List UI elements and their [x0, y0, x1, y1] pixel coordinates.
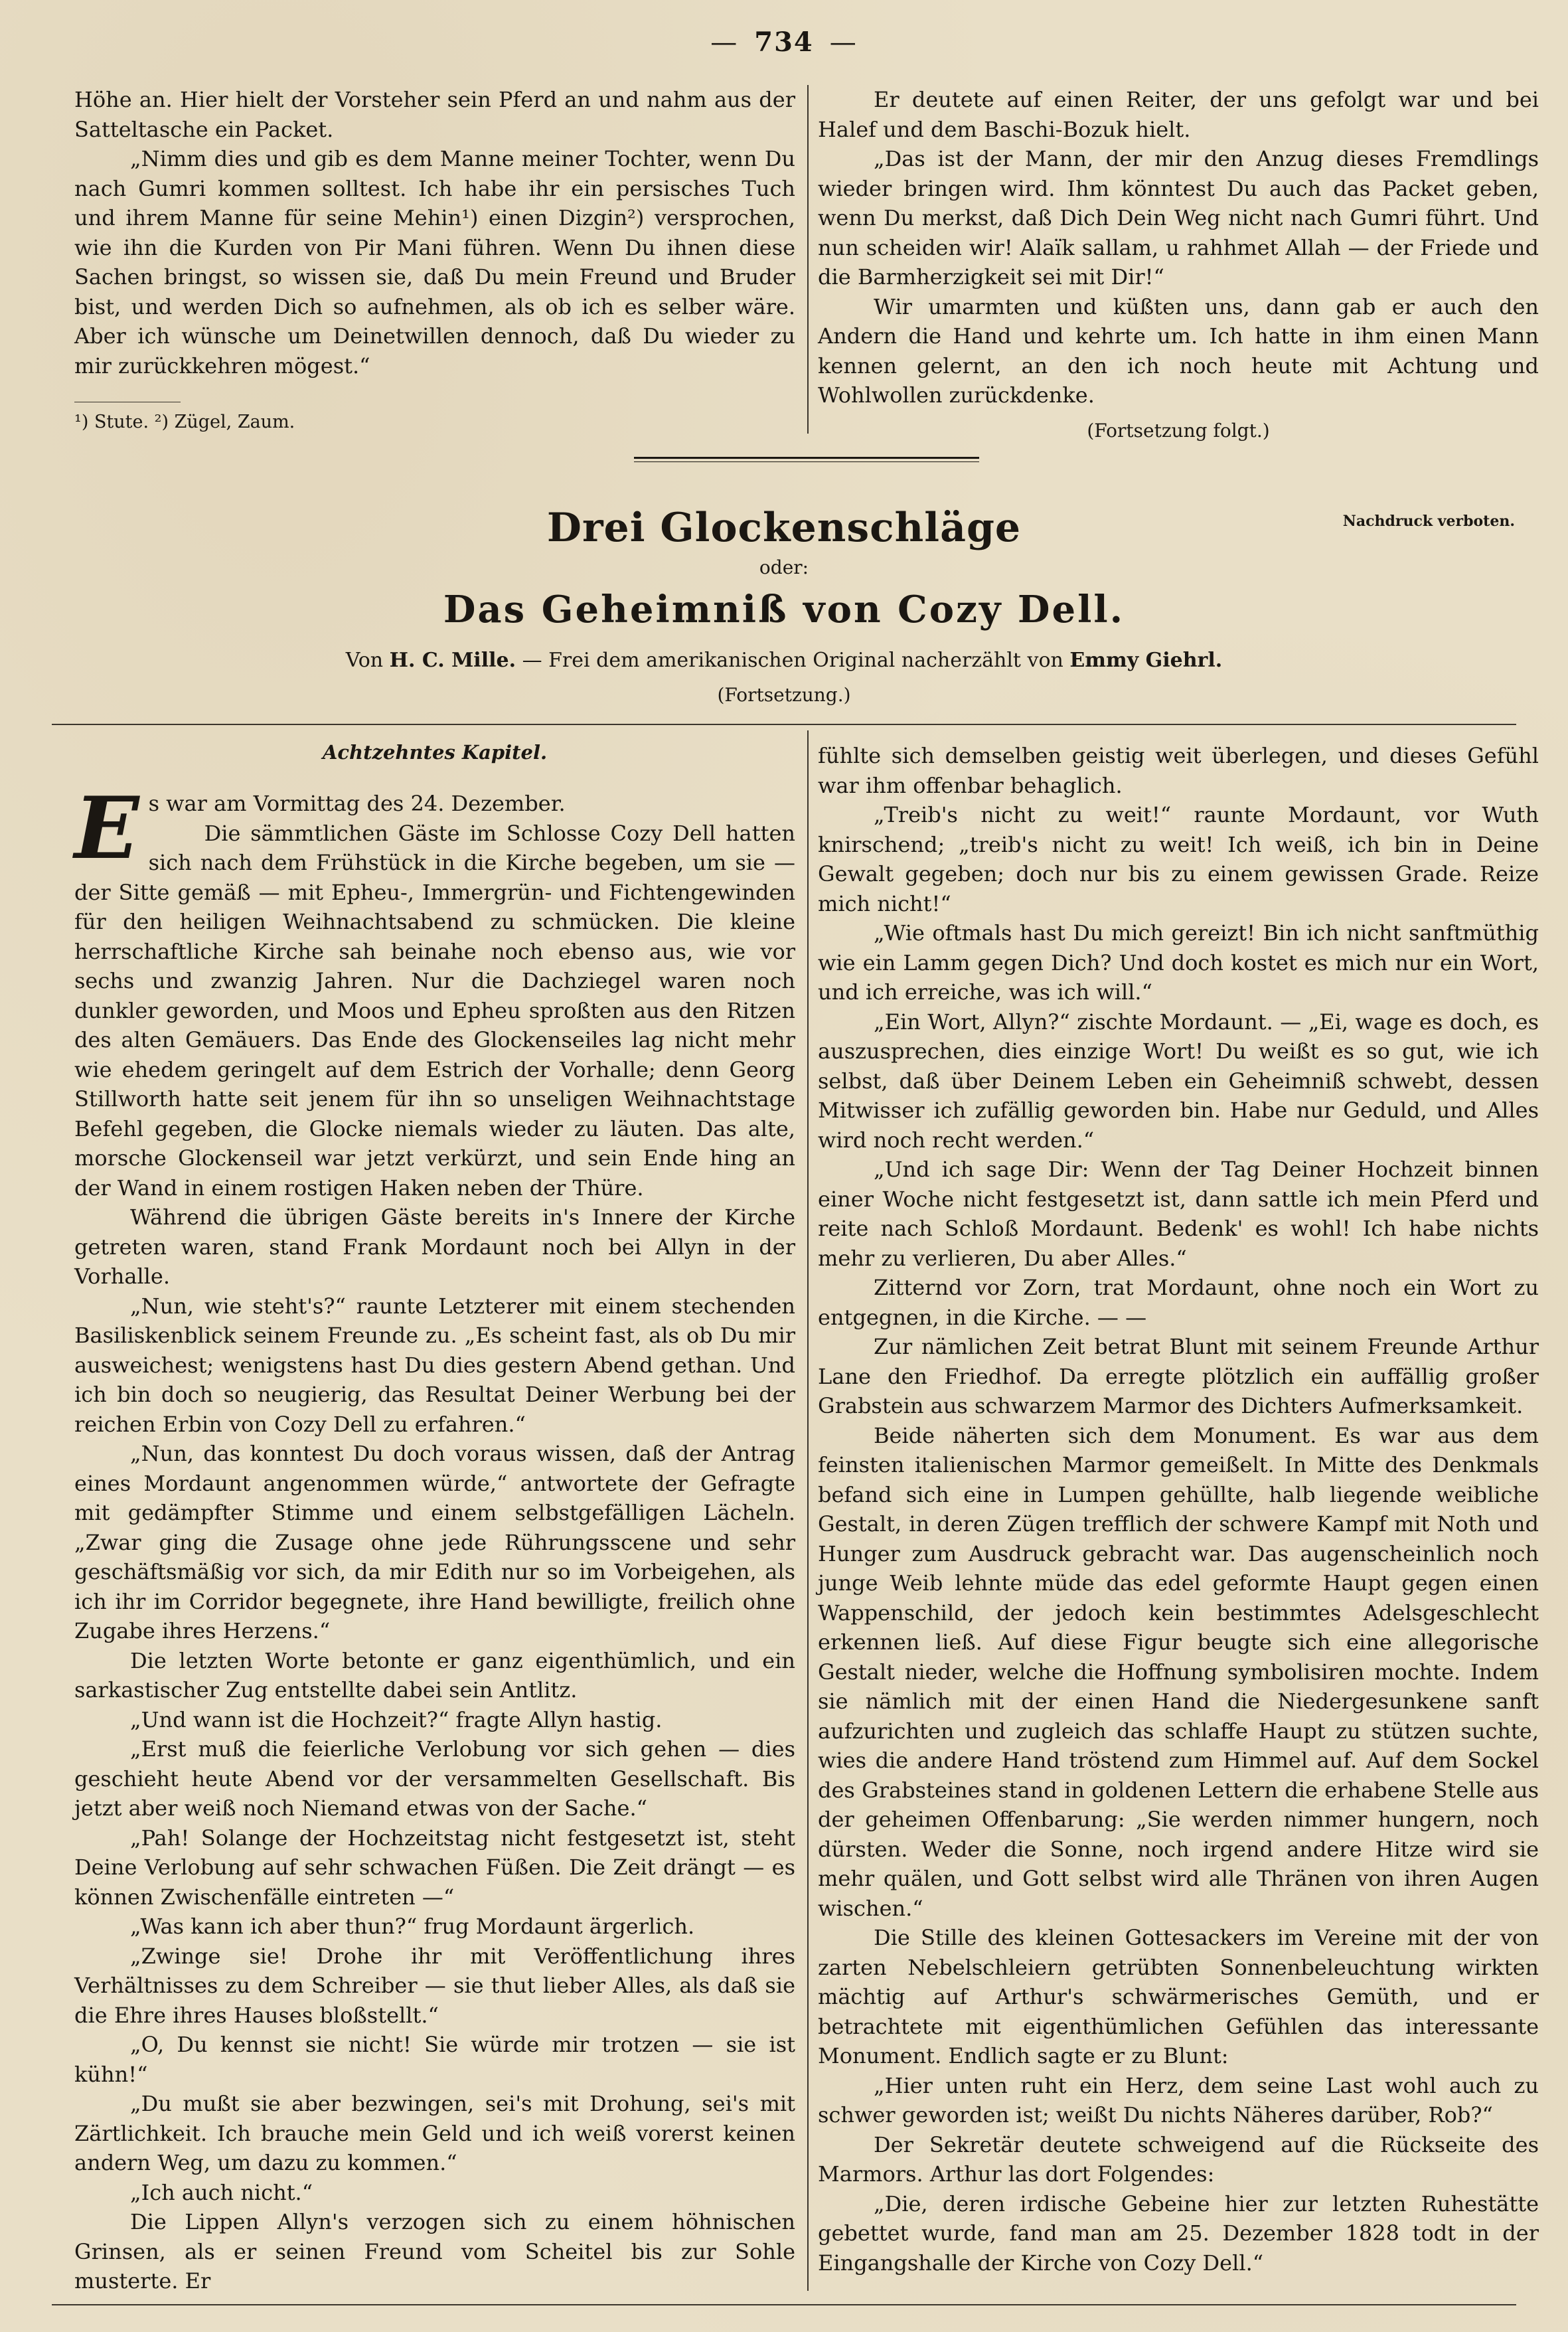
paragraph: „Das ist der Mann, der mir den Anzug dieses Fremdlings wieder bringen wird. Ihm könntest Du auch das Packet geben, wenn Du merkst, daß Dich Dein Weg nicht nach Gumri führt. Und nun scheiden wir! Alaïk sallam, u rahhmet Allah — der Friede und die Barmherzigkeit sei mit Dir!“ [818, 146, 1539, 290]
paragraph: „Was kann ich aber thun?“ frug Mordaunt ärgerlich. [130, 1914, 695, 1939]
chapter-heading: Achtzehntes Kapitel. [322, 741, 548, 764]
paragraph: Während die übrigen Gäste bereits in's Innere der Kirche getreten waren, stand Frank Mordaunt noch bei Allyn in der Vorhalle. [74, 1205, 795, 1289]
continued-note: (Fortsetzung folgt.) [1087, 419, 1270, 442]
story-top-rule [52, 724, 1516, 725]
story-oder: oder: [759, 556, 809, 578]
paragraph: Der Sekretär deutete schweigend auf die Rückseite des Marmors. Arthur las dort Folgendes: [818, 2131, 1539, 2187]
paragraph: Die sämmtlichen Gäste im Schlosse Cozy Dell hatten sich nach dem Frühstück in die Kirche begeben, um sie — der Sitte gemäß — mit Epheu-, Immergrün- und Fichtengewinden für den heiligen Weihnachtsabend zu schmücken. Die kleine herrschaftliche Kirche sah beinahe noch ebenso aus, wie vor sechs und zwanzig Jahren. Nur die Dachziegel waren noch dunkler geworden, und Moos und Epheu sproßten aus den Ritzen des alten Gemäuers. Das Ende des Glockenseiles lag nicht mehr wie ehedem geringelt auf dem Estrich der Vorhalle; denn Georg Stillworth hatte seit jenem für ihn so unseligen Weihnachtstage Befehl gegeben, die Glocke niemals wieder zu läuten. Das alte, morsche Glockenseil war jetzt verkürzt, und sein Ende hing an der Wand in einem rostigen Haken neben der Thüre. [74, 820, 795, 1201]
paragraph: „Nun, das konntest Du doch voraus wissen, daß der Antrag eines Mordaunt angenommen würde,“ antwortete der Gefragte mit gedämpfter Stimme und einem selbstgefälligen Lächeln. „Zwar ging die Zusage ohne jede Rührungsscene und sehr geschäftsmäßig vor sich, da mir Edith nur so im Vorbeigehen, als ich ihr im Corridor begegnete, ihre Hand bewilligte, freilich ohne Zugabe ihres Herzens.“ [74, 1441, 795, 1643]
paragraph: „Treib's nicht zu weit!“ raunte Mordaunt, vor Wuth knirschend; „treib's nicht zu weit! Ich weiß, ich bin in Deine Gewalt gegeben; doch nur bis zu einem gewissen Grade. Reize mich nicht!“ [818, 802, 1539, 916]
story-right-column [818, 741, 1539, 2278]
page-number: — 734 — [0, 27, 1568, 58]
first-paragraph [74, 779, 795, 878]
paragraph: „Erst muß die feierliche Verlobung vor sich gehen — dies geschieht heute Abend vor der versammelten Gesellschaft. Bis jetzt aber weiß noch Niemand etwas von der Sache.“ [74, 1736, 795, 1821]
first-paragraph-text: s war am Vormittag des 24. Dezember. [148, 791, 566, 816]
paragraph: „Ein Wort, Allyn?“ zischte Mordaunt. — „Ei, wage es doch, es auszusprechen, dies einzige Wort! Du weißt es so gut, wie ich selbst, daß über Deinem Leben ein Geheimniß schwebt, dessen Mitwisser ich zufällig geworden bin. Habe nur Geduld, und Alles wird noch recht werden.“ [818, 1009, 1539, 1153]
paragraph: „Die, deren irdische Gebeine hier zur letzten Ruhestätte gebettet wurde, fand man am 25. Dezember 1828 todt in der Eingangshalle der Kirche von Cozy Dell.“ [818, 2191, 1539, 2276]
paragraph: „Wie oftmals hast Du mich gereizt! Bin ich nicht sanftmüthig wie ein Lamm gegen Dich? Und doch kostet es mich nur ein Wort, und ich erreiche, was ich will.“ [818, 920, 1539, 1005]
story-header [0, 505, 1568, 706]
paragraph: „Hier unten ruht ein Herz, dem seine Last wohl auch zu schwer geworden ist; weißt Du nichts Näheres darüber, Rob?“ [818, 2072, 1539, 2127]
paragraph: Höhe an. Hier hielt der Vorsteher sein Pferd an und nahm aus der Satteltasche ein Packet. [74, 87, 795, 142]
story-subtitle: Das Geheimniß von Cozy Dell. [443, 588, 1125, 631]
story-left-column [74, 741, 795, 2296]
paragraph: „Nimm dies und gib es dem Manne meiner Tochter, wenn Du nach Gumri kommen solltest. Ich habe ihr ein persisches Tuch und ihrem Manne für seine Mehin¹) einen Dizgin²) versprochen, wie ihn die Kurden von Pir Mani führen. Wenn Du ihnen diese Sachen bringst, so wissen sie, daß Du mein Freund und Bruder bist, und werden Dich so aufnehmen, als ob ich es selber wäre. Aber ich wünsche um Deinetwillen dennoch, daß Du wieder zu mir zurückkehren mögest.“ [74, 146, 795, 378]
author: H. C. Mille. [389, 649, 516, 672]
byline [0, 649, 1568, 672]
paragraph: „Du mußt sie aber bezwingen, sei's mit Drohung, sei's mit Zärtlichkeit. Ich brauche mein Geld und ich weiß vorerst keinen andern Weg, um dazu zu kommen.“ [74, 2091, 795, 2175]
top-right-column [818, 85, 1539, 442]
paragraph: Wir umarmten und küßten uns, dann gab er auch den Andern die Hand und kehrte um. Ich hatte in ihm einen Mann kennen gelernt, an den ich noch heute mit Achtung und Wohlwollen zurückdenke. [818, 293, 1539, 408]
translator: Emmy Giehrl. [1069, 649, 1223, 672]
paragraph: „Nun, wie steht's?“ raunte Letzterer mit einem stechenden Basiliskenblick seinem Freunde zu. „Es scheint fast, als ob Du mir ausweichest; wenigstens hast Du dies gestern Abend gethan. Und ich bin doch so neugierig, das Resultat Deiner Werbung bei der reichen Erbin von Cozy Dell zu erfahren.“ [74, 1293, 795, 1437]
paragraph: „Und wann ist die Hochzeit?“ fragte Allyn hastig. [130, 1707, 663, 1732]
paragraph: „Zwinge sie! Drohe ihr mit Veröffentlichung ihres Verhältnisses zu dem Schreiber — sie thut lieber Alles, als daß sie die Ehre ihres Hauses bloßstellt.“ [74, 1943, 795, 2028]
story-fortsetzung: (Fortsetzung.) [717, 684, 851, 706]
top-column-divider [807, 85, 809, 434]
paragraph: Er deutete auf einen Reiter, der uns gefolgt war und bei Halef und dem Baschi-Bozuk hielt. [818, 87, 1539, 142]
paragraph: Die Lippen Allyn's verzogen sich zu einem höhnischen Grinsen, als er seinen Freund vom Scheitel bis zur Sohle musterte. Er [74, 2209, 795, 2293]
story-title: Drei Glockenschläge [546, 505, 1022, 551]
byline-middle: — Frei dem amerikanischen Original nacherzählt von [522, 649, 1063, 672]
story-column-divider [807, 730, 809, 2291]
page-bottom-rule [52, 2304, 1516, 2305]
top-left-column [74, 85, 795, 436]
paragraph: „Pah! Solange der Hochzeitstag nicht festgesetzt ist, steht Deine Verlobung auf sehr schwachen Füßen. Die Zeit drängt — es können Zwischenfälle eintreten —“ [74, 1825, 795, 1910]
section-rule [634, 457, 979, 462]
paragraph: fühlte sich demselben geistig weit überlegen, und dieses Gefühl war ihm offenbar behaglich. [818, 743, 1539, 798]
paragraph: Die Stille des kleinen Gottesackers im Vereine mit der von zarten Nebelschleiern getrübten Sonnenbeleuchtung wirkten mächtig auf Arthur's schwärmerisches Gemüth, und er betrachtete mit eigenthümlichen Gefühlen das interessante Monument. Endlich sagte er zu Blunt: [818, 1925, 1539, 2068]
paragraph: „Und ich sage Dir: Wenn der Tag Deiner Hochzeit binnen einer Woche nicht festgesetzt ist, dann sattle ich mein Pferd und reite nach Schloß Mordaunt. Bedenk' es wohl! Ich habe nichts mehr zu verlieren, Du aber Alles.“ [818, 1157, 1539, 1271]
paragraph: Beide näherten sich dem Monument. Es war aus dem feinsten italienischen Marmor gemeißelt. In Mitte des Denkmals befand sich eine in Lumpen gehüllte, halb liegende weibliche Gestalt, in deren Zügen trefflich der schwere Kampf mit Noth und Hunger zum Ausdruck gebracht war. Das augenscheinlich noch junge Weib lehnte müde das edel geformte Haupt gegen einen Wappenschild, der jedoch kein bestimmtes Adelsgeschlecht erkennen ließ. Auf diese Figur beugte sich eine allegorische Gestalt nieder, welche die Hoffnung symbolisiren mochte. Indem sie nämlich mit der einen Hand die Niedergesunkene sanft aufzurichten und zugleich das schlaffe Haupt zu stützen suchte, wies die andere Hand tröstend zum Himmel auf. Auf dem Sockel des Grabsteines stand in goldenen Lettern die erhabene Stelle aus der geheimen Offenbarung: „Sie werden nimmer hungern, noch dürsten. Weder die Sonne, noch irgend andere Hitze wird sie mehr quälen, und Gott selbst wird alle Thränen von ihren Augen wischen.“ [818, 1422, 1539, 1921]
paragraph: Zur nämlichen Zeit betrat Blunt mit seinem Freunde Arthur Lane den Friedhof. Da erregte plötzlich ein auffällig großer Grabstein aus schwarzem Marmor des Dichters Aufmerksamkeit. [818, 1334, 1539, 1418]
reprint-notice: Nachdruck verboten. [1342, 513, 1515, 530]
paragraph: „Ich auch nicht.“ [130, 2179, 313, 2205]
paragraph: Die letzten Worte betonte er ganz eigenthümlich, und ein sarkastischer Zug entstellte dabei sein Antlitz. [74, 1647, 795, 1703]
drop-cap: E [74, 779, 139, 878]
byline-prefix: Von [345, 649, 384, 672]
paragraph: Zitternd vor Zorn, trat Mordaunt, ohne noch ein Wort zu entgegnen, in die Kirche. — — [818, 1275, 1539, 1330]
footnotes: ¹) Stute. ²) Zügel, Zaum. [74, 412, 295, 432]
paragraph: „O, Du kennst sie nicht! Sie würde mir trotzen — sie ist kühn!“ [74, 2032, 795, 2087]
